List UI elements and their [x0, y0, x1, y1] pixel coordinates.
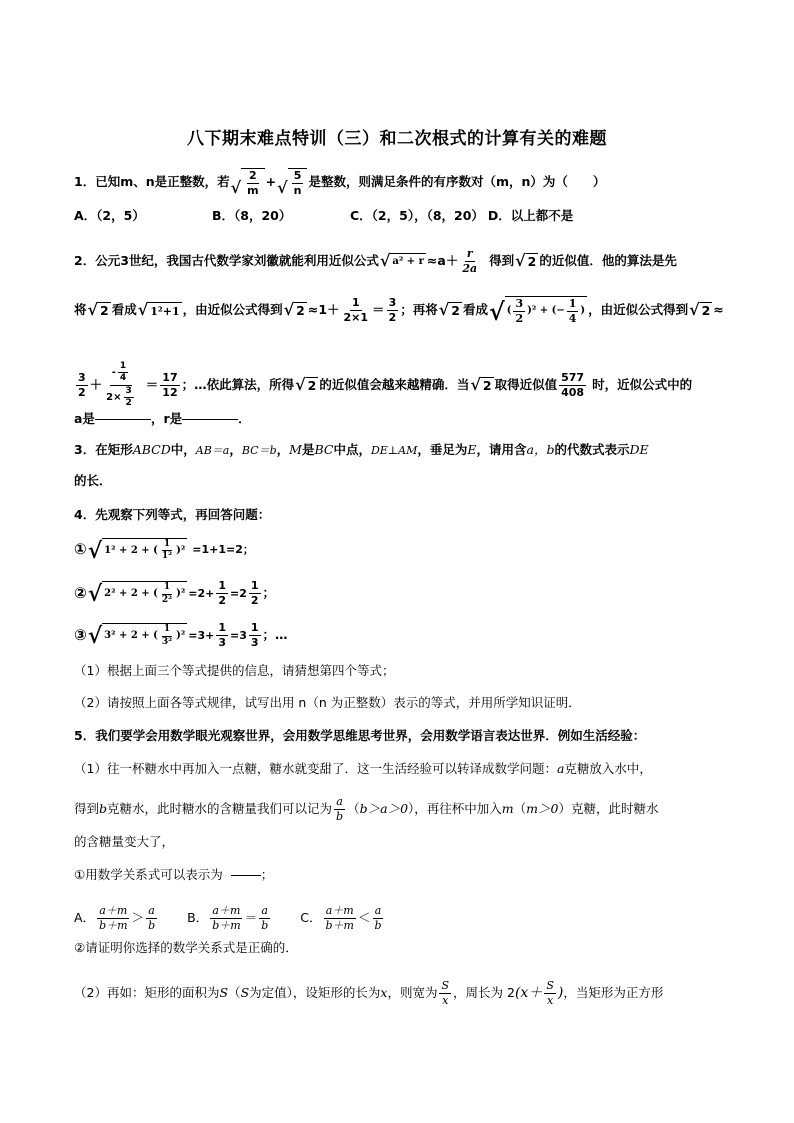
q2-line-2 [74, 296, 724, 327]
q1-plus: + [265, 173, 277, 189]
q5-p4-per-fnum: S [546, 979, 554, 992]
q5-p4-wden: x [442, 993, 449, 1007]
q2-l3-r-den: 12 [162, 385, 178, 399]
q4-eq-1-rad-frac [160, 540, 174, 562]
q4-eq-2-frac-2 [249, 580, 261, 606]
q5-option-a-op: ＞ [131, 909, 145, 925]
q5-p2-b: b [99, 800, 108, 816]
q4-eq-1-fnum: 1 [162, 540, 172, 551]
q5-p4-text-e: ，周长为 2 [453, 984, 515, 1000]
q5-p4-text-c: 为定值），设矩形的长为 [249, 984, 381, 1000]
q2-l2-text-g: ，由近似公式得到 [588, 301, 689, 317]
q5-option-b-rden: b [261, 918, 269, 932]
q2-l2-rad2-gden: 4 [568, 311, 577, 325]
q3-ab: a，b [526, 442, 555, 457]
q1-r2-num: 5 [293, 169, 302, 182]
q2-l3-compound-num [110, 362, 132, 386]
q2-l2-text-d: ≈1＋ [307, 301, 340, 317]
q5-p4-text-b: （ [228, 984, 241, 1000]
q2-l4-text-a: a是 [74, 411, 95, 426]
q2-blank-a[interactable] [95, 419, 151, 420]
q2-l2-text-a: 将 [74, 301, 87, 317]
q5-sub-1-text: ①用数学关系式可以表示为 [74, 867, 223, 882]
q2-l1-text-b: 得到 [489, 252, 515, 268]
q2-l2-sqrt2-a: √ 2 [87, 300, 109, 320]
q2-l2-text-c: ，由近似公式得到 [182, 301, 283, 317]
q5-sub-1-blank[interactable] [231, 875, 261, 876]
q5-p1-line-2 [74, 796, 724, 822]
q2-l3-den-a: 2× [106, 391, 122, 403]
q5-option-b-lhs [210, 905, 242, 931]
q4-eq-3-rad-a: 3² + 2 + ( [104, 630, 158, 642]
q5-p1-line-1 [74, 763, 724, 776]
q2-l3-sqrt2-b-value: 2 [482, 378, 492, 394]
q5-option-b-num: a＋m [212, 904, 241, 917]
q4-eq-2-rad-b: )² [176, 588, 186, 600]
q5-p4-s: S [219, 984, 229, 1000]
q4-eq-2-radical: √ 2² + 2 + ( $\frac{1}{\text{2²}}$ )² [87, 580, 186, 607]
q5-sub-1 [74, 869, 724, 882]
q3-line-1 [74, 444, 724, 457]
q5-p2-m: m [501, 800, 514, 816]
q2-l2-fraction-2 [387, 297, 399, 323]
q1-radical-2: √ $\frac{5}{n}$ [277, 168, 307, 196]
q5-p2-mg0: m＞0 [526, 800, 559, 816]
q4-eq-3-res-c: ；… [262, 626, 288, 642]
q4-eq-3-f1den: 3 [218, 635, 226, 649]
q2-l3-text-c: 的近似值会越来越精确．当 [319, 377, 470, 393]
q1-stem [74, 168, 724, 196]
q1-radical-1: √ $\frac{2}{m}$ [231, 168, 265, 196]
q2-l3-plus: ＋ [89, 377, 103, 393]
q2-line-3 [74, 362, 724, 409]
q4-eq-3-f1num: 1 [218, 621, 226, 634]
q5-p1-text-b: 克糖放入水中， [564, 761, 652, 776]
q4-eq-2-f2den: 2 [250, 593, 259, 607]
q1-option-d: D．以上都不是 [487, 208, 574, 223]
q5-option-c-rhs [372, 905, 383, 931]
q5-p2-text-b: 克糖水，此时糖水的含糖量我们可以记为 [107, 800, 333, 816]
q2-l2-rnum: 3 [388, 296, 397, 309]
q3-text-d: ， [276, 442, 290, 457]
q5-option-a-den: b＋m [99, 918, 128, 932]
q2-l2-eq: ＝ [372, 301, 385, 317]
q5-p2-text-c: （ [347, 800, 360, 816]
q4-eq-1-rad-a: 1² + 2 + ( [104, 544, 158, 556]
q4-eq-3-res-a: =3+ [188, 628, 215, 642]
q5-p2-text-d: ），再往杯中加入 [408, 800, 502, 816]
q3-bc: BC [314, 442, 334, 457]
q4-part-2: （2）请按照上面各等式规律，试写出用 n（n 为正整数）表示的等式，并用所学知识证明． [74, 695, 581, 710]
q4-eq-1 [74, 538, 724, 562]
q2-l1-sqrt2: √ 2 [515, 251, 537, 271]
q2-blank-r[interactable] [182, 419, 238, 420]
q5-sub-2: ②请证明你选择的数学关系式是正确的． [74, 940, 298, 955]
q4-stem: 4．先观察下列等式，再回答问题： [74, 507, 271, 522]
q4-eq-3-f2num: 1 [250, 621, 259, 634]
q2-l2-sqrt2-b-value: 2 [296, 302, 305, 318]
q4-eq-2-res-c: ； [262, 584, 276, 600]
q5-p4-text-f: ，当矩形为正方形 [563, 984, 664, 1000]
q4-part-1: （1）根据上面三个等式提供的信息，请猜想第四个等式； [74, 663, 395, 678]
q5-p1-text-a: （1）往一杯糖水中再加入一点糖，糖水就变甜了．这一生活经验可以转译成数学问题： [74, 761, 557, 776]
q5-p2-text-a: 得到 [74, 800, 100, 816]
q5-p2-text-f: ）克糖，此时糖水 [558, 800, 659, 816]
q4-eq-3-f2den: 3 [250, 635, 259, 649]
q5-option-c-rden: b [374, 918, 382, 932]
q4-eq-1-radical: √ 1² + 2 + ( $\frac{1}{\text{1²}}$ )² [87, 537, 186, 564]
q2-l3-den-fnum: 3 [124, 387, 134, 398]
q3-ab-eq: AB＝a [195, 443, 230, 457]
q5-p2-text-e: （ [513, 800, 527, 816]
q4-eq-3-fnum: 1 [162, 625, 172, 636]
q2-l2-sqrt2-c: √ 2 [438, 300, 460, 320]
q2-l2-rad2-frac-2 [567, 298, 579, 324]
q2-l3-den-fden: 2 [125, 398, 132, 409]
q5-p2-bga: b＞a＞0 [359, 800, 409, 816]
q2-l2-rad2-fden: 2 [515, 311, 524, 325]
q2-l4-text-c: ． [238, 411, 251, 426]
q1-r1-den: m [247, 183, 259, 197]
q5-p4-wnum: S [441, 979, 450, 992]
q3-abcd: ABCD [132, 442, 171, 457]
q2-l3-a-num: 3 [78, 371, 86, 385]
q2-l3-a-den: 2 [78, 385, 86, 399]
q5-p4-per-b: ) [557, 985, 564, 1002]
q2-line-4 [74, 413, 724, 426]
q4-eq-3-radical: √ 3² + 2 + ( $\frac{1}{\text{3²}}$ )² [87, 622, 186, 649]
q2-l1-fnum: r [466, 247, 473, 260]
q1-r1-num: 2 [249, 169, 257, 182]
q2-l2-rad2-gnum: 1 [568, 297, 577, 310]
q4-eq-1-result: =1+1=2； [192, 543, 254, 557]
q2-l3-r-num: 17 [162, 371, 178, 385]
q2-l2-rden: 2 [388, 310, 397, 324]
q5-option-a-rden: b [148, 918, 156, 932]
q5-p4-width-fraction [439, 980, 451, 1006]
q2-line-1 [74, 248, 724, 274]
q2-l2-rad2-fnum: 3 [515, 297, 524, 310]
q5-option-a-rhs [146, 905, 157, 931]
q5-stem: 5．我们要学会用数学眼光观察世界，会用数学思维思考世界，会用数学语言表达世界．例如生活经验： [74, 728, 646, 743]
q2-l2-rad2-b: )² + (− [527, 305, 565, 317]
q2-l2-text-b: 看成 [111, 301, 137, 317]
q2-l1-approx: ≈a＋ [426, 252, 459, 268]
q4-eq-2-marker: ② [74, 583, 87, 602]
q5-option-c-rnum: a [374, 904, 382, 917]
q2-l3-compound-den [104, 386, 138, 409]
q3-bc-eq: BC＝b [241, 443, 277, 457]
q4-eq-3-marker: ③ [74, 625, 87, 644]
q1-option-b: B．（8，20） [212, 208, 292, 223]
q2-l2-fden: 2×1 [343, 310, 369, 324]
q4-eq-2-res-a: =2+ [188, 586, 215, 600]
q2-l3-text-b: ；…依此算法，所得 [181, 377, 295, 393]
q2-l3-text-e: 时，近似公式中的 [592, 377, 693, 393]
q2-l2-sqrt2-a-value: 2 [100, 302, 109, 318]
q3-e: E [467, 442, 477, 457]
q2-l3-minus: - [111, 366, 116, 378]
q5-p4-text-a: （2）再如：矩形的面积为 [74, 984, 220, 1000]
q3-text-l2: 的长． [74, 473, 112, 488]
q5-p2-fraction [334, 796, 345, 822]
q4-eq-2-fden: 2² [161, 594, 173, 605]
q3-text-h: ，请用含 [476, 442, 527, 457]
q4-eq-3-frac-1 [216, 622, 228, 648]
q5-option-b-op: ＝ [244, 909, 258, 925]
q5-option-c-lhs [323, 905, 355, 931]
q2-l2-text-e: ；再将 [400, 301, 438, 317]
document-title: 八下期末难点特训（三）和二次根式的计算有关的难题 [187, 129, 607, 149]
q4-eq-2-frac-1 [216, 580, 228, 606]
q5-option-c-label: C． [300, 909, 322, 925]
q5-option-b-label: B． [187, 909, 209, 925]
q3-de-perp: DE⊥AM [370, 443, 418, 457]
q3-m: M [289, 442, 302, 457]
q5-p4-per-a: (x＋ [514, 985, 543, 1002]
q2-l3-fraction-r [160, 372, 179, 398]
q2-l1-sqrt2-value: 2 [527, 253, 537, 269]
q5-sub-1-end: ； [260, 867, 274, 882]
q2-l3-den-frac [124, 387, 134, 409]
q5-p4-per-fraction [544, 980, 556, 1006]
q5-option-b-rhs [259, 905, 270, 931]
q3-text-c: ， [229, 442, 242, 457]
q4-eq-1-marker: ① [74, 540, 87, 559]
q5-p4-text-d: ，则宽为 [387, 984, 438, 1000]
q5-option-a-num: a＋m [99, 904, 128, 917]
q4-eq-3-fden: 3² [161, 636, 173, 647]
q2-l2-rad2-a: ( [506, 305, 512, 317]
q4-eq-1-fden: 1² [161, 551, 173, 562]
q2-l2-text-h: ≈ [713, 301, 724, 317]
q2-l3-num-fden: 4 [119, 373, 127, 384]
q2-l3-num-frac [118, 362, 128, 384]
q2-l3-compound-fraction [104, 362, 138, 409]
q3-text-i: 的代数式表示 [554, 442, 630, 457]
q2-l1-text-a: 2．公元3世纪，我国古代数学家刘徽就能利用近似公式 [74, 252, 379, 268]
q2-l2-sqrt2-d: √ 2 [689, 300, 711, 320]
q5-option-b-den: b＋m [212, 918, 241, 932]
q2-l2-text-f: 看成 [462, 301, 488, 317]
q5-p1-a: a [556, 761, 565, 776]
q4-eq-1-rad-b: )² [176, 544, 186, 556]
q1-r2-den: n [293, 183, 302, 197]
q4-eq-2 [74, 580, 724, 606]
q5-option-a-rnum: a [148, 904, 155, 917]
q2-l3-sqrt2-b: √ 2 [470, 375, 492, 395]
q5-option-c-den: b＋m [325, 918, 354, 932]
q4-eq-2-f1num: 1 [218, 579, 226, 592]
q4-eq-3-frac-2 [249, 622, 261, 648]
q2-l2-fnum: 1 [351, 296, 360, 309]
q2-l3-sqrt2-a-value: 2 [307, 378, 317, 394]
q2-l1-fden: 2a [462, 261, 478, 275]
q3-line-2 [74, 475, 724, 488]
q5-options [74, 905, 724, 931]
q5-p2-fnum: a [336, 795, 343, 808]
q2-l3-eq: ＝ [145, 377, 159, 393]
q5-p4-per-fden: x [546, 993, 554, 1007]
q1-option-c: C．（2，5），（8，20） [350, 208, 484, 223]
q3-text-g: ，垂足为 [417, 442, 468, 457]
q2-l3-text-d: 取得近似值 [494, 377, 558, 393]
q2-l2-sqrt2-d-value: 2 [701, 302, 711, 318]
q5-p4-s2: S [240, 984, 250, 1000]
q2-l1-text-c: 的近似值．他的算法是先 [539, 252, 677, 268]
q2-l3-fraction-a [76, 372, 88, 398]
q5-option-c-op: ＜ [357, 909, 371, 925]
q2-l2-fraction-1 [342, 297, 371, 323]
q2-l2-sqrt2-b: √ 2 [283, 300, 305, 320]
q5-p2-fden: b [336, 809, 344, 823]
q4-eq-3-res-b: =3 [229, 628, 247, 642]
q5-option-c-num: a＋m [325, 904, 354, 917]
q3-de: DE [629, 442, 649, 457]
q5-option-b-rnum: a [261, 904, 268, 917]
q4-eq-2-f1den: 2 [218, 593, 226, 607]
q5-option-a-label: A． [74, 909, 96, 925]
q2-l4-text-b: ，r是 [150, 411, 183, 426]
q2-l2-radical-1: √ 1²+1 [137, 300, 180, 320]
q4-eq-2-rad-a: 2² + 2 + ( [104, 588, 158, 600]
q2-l3-v-num: 577 [561, 371, 585, 385]
q5-option-a-lhs [97, 905, 129, 931]
q5-p4-x: x [380, 984, 388, 1000]
q5-p2 [74, 980, 724, 1006]
q5-p1-line-3: 的含糖量变大了， [74, 834, 175, 849]
q2-l2-radical-2: √ ( $\frac{3}{2}$ )² + (− $\frac{1}{4}$ ) [488, 297, 586, 327]
q3-text-e: 是 [301, 442, 315, 457]
q4-eq-2-fnum: 1 [162, 583, 172, 594]
q4-eq-3-rad-b: )² [176, 630, 186, 642]
q4-eq-3 [74, 622, 724, 648]
q2-l2-radicand-1: 1²+1 [148, 302, 181, 318]
q4-eq-3-rad-frac [160, 625, 174, 647]
q2-l2-rad2-frac-1 [513, 298, 525, 324]
q2-l3-fraction-v [559, 372, 586, 398]
q2-l3-sqrt2-a: √ 2 [295, 375, 317, 395]
q2-l1-fraction [460, 248, 479, 274]
q4-eq-2-res-b: =2 [229, 586, 247, 600]
q3-text-a: 3．在矩形 [74, 442, 133, 457]
q4-eq-2-f2num: 1 [250, 579, 259, 592]
q2-l1-radical: √ a² + r [379, 251, 424, 271]
q2-l3-v-den: 408 [561, 385, 585, 399]
q2-l2-sqrt2-c-value: 2 [451, 302, 460, 318]
q1-text-a: 1．已知m、n是正整数，若 [74, 173, 230, 189]
q3-text-f: 中点， [333, 442, 371, 457]
q2-l2-rad2-c: ) [580, 305, 586, 317]
q2-l1-radicand: a² + r [390, 253, 425, 269]
q1-options [74, 210, 724, 223]
q2-l3-num-fnum: 1 [118, 362, 128, 373]
q1-option-a: A．（2，5） [74, 208, 145, 223]
q1-text-b: 是整数，则满足条件的有序数对（m，n）为（ ） [308, 173, 606, 189]
q3-text-b: 中， [170, 442, 196, 457]
q4-eq-2-rad-frac [160, 583, 174, 605]
